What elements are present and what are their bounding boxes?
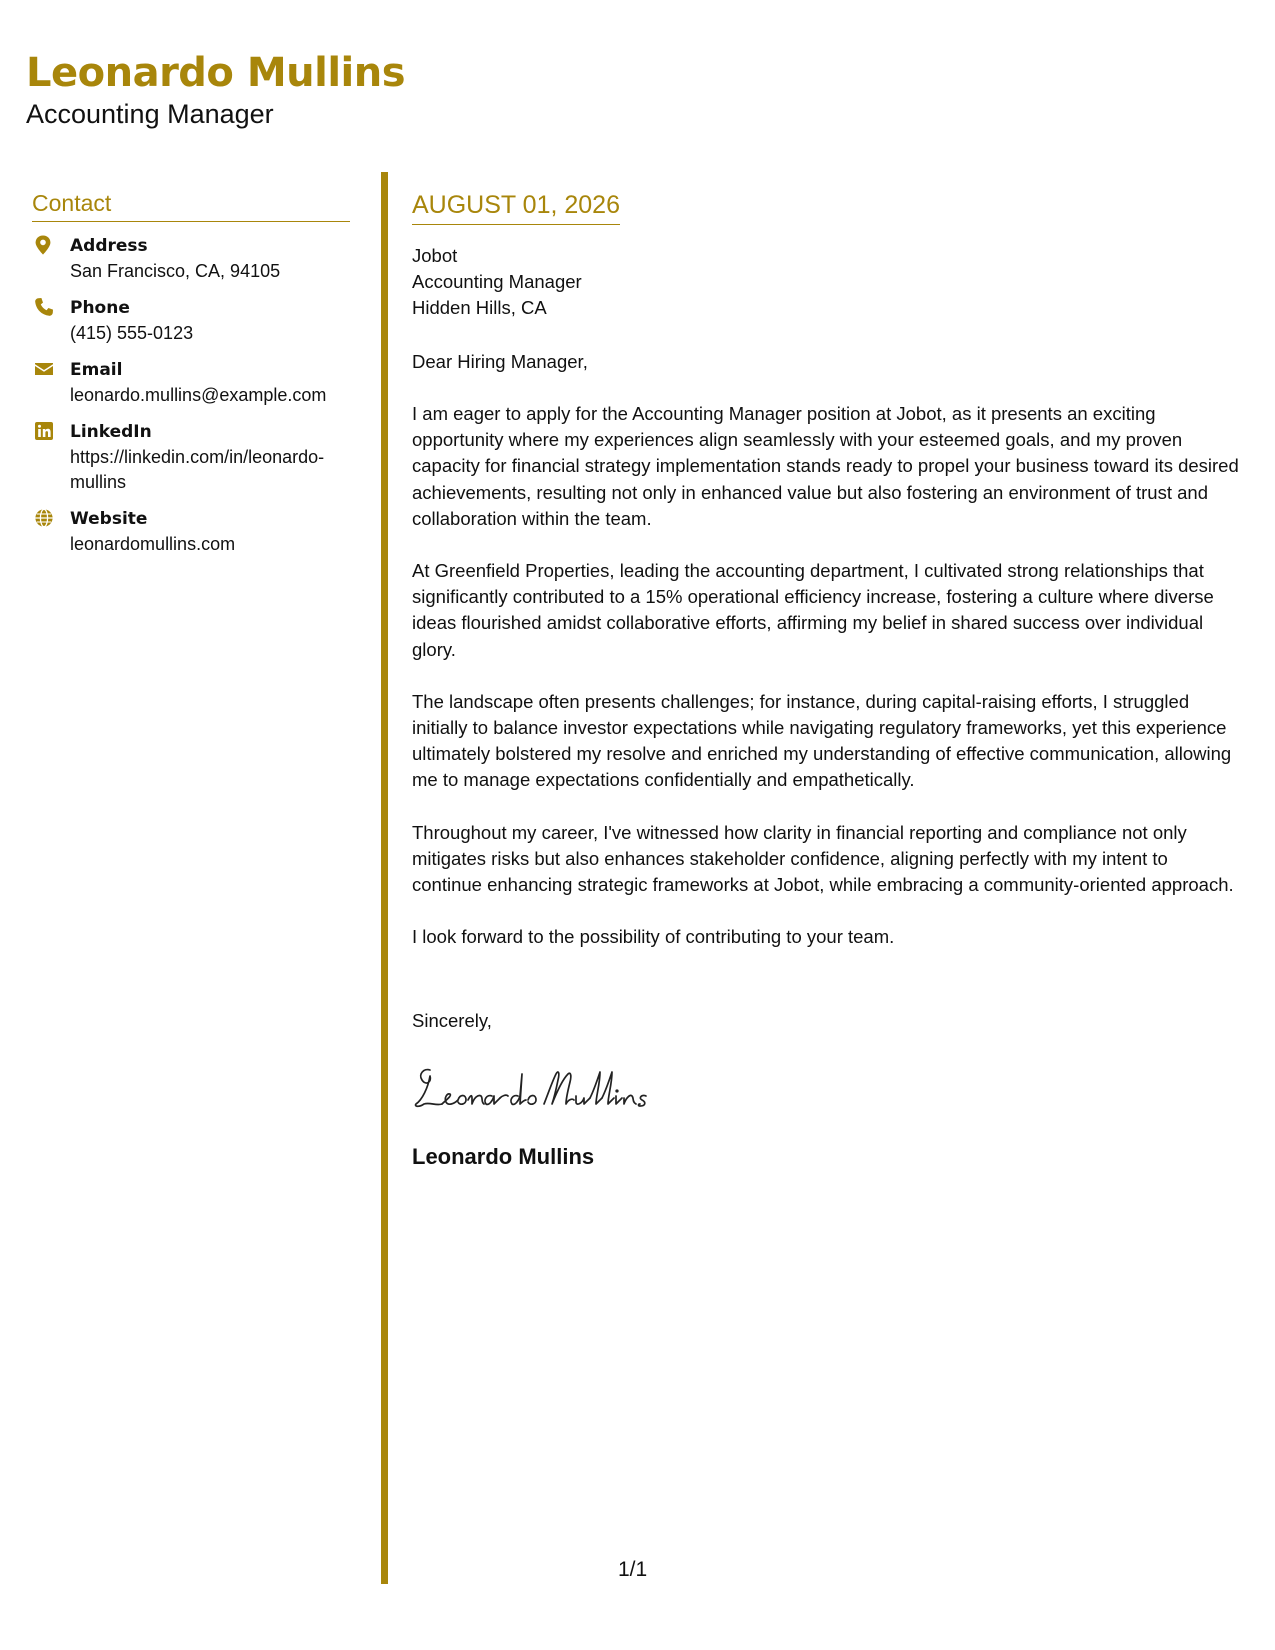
body-paragraph: Throughout my career, I've witnessed how clarity in financial reporting and compliance not only mitigates risks but also enhances stakeholder confidence, aligning perfectly with my intent to continue enhancing strategic frameworks at Jobot, while embracing a community-oriented approach. xyxy=(412,821,1234,896)
contact-label: Email xyxy=(70,360,123,380)
resume-header xyxy=(26,48,405,130)
contact-sidebar xyxy=(32,188,350,569)
contact-item-website xyxy=(32,507,350,557)
contact-label: Phone xyxy=(70,298,130,318)
linkedin-value: https://linkedin.com/in/leonardo-mullins xyxy=(70,447,325,492)
closing: Sincerely, xyxy=(412,1010,492,1032)
recipient-position: Accounting Manager xyxy=(412,271,582,292)
contact-item-email xyxy=(32,358,350,408)
globe-icon xyxy=(34,508,54,528)
page-number: 1/1 xyxy=(618,1558,648,1581)
recipient-block xyxy=(412,243,1242,321)
handwritten-signature xyxy=(410,1060,1242,1116)
linkedin-icon xyxy=(34,421,54,441)
applicant-name: Leonardo Mullins xyxy=(26,50,406,96)
website-value: leonardomullins.com xyxy=(70,534,236,554)
contact-label: Address xyxy=(70,236,148,256)
column-divider xyxy=(381,172,388,1584)
address-value: San Francisco, CA, 94105 xyxy=(70,261,281,281)
envelope-icon xyxy=(34,359,54,379)
contact-item-phone xyxy=(32,296,350,346)
applicant-title: Accounting Manager xyxy=(26,99,274,129)
phone-value: (415) 555-0123 xyxy=(70,323,194,343)
body-paragraph: I look forward to the possibility of contributing to your team. xyxy=(412,926,895,948)
contact-label: LinkedIn xyxy=(70,422,152,442)
contact-item-linkedin xyxy=(32,420,350,495)
contact-item-address xyxy=(32,234,350,284)
signed-name: Leonardo Mullins xyxy=(412,1144,595,1170)
email-value: leonardo.mullins@example.com xyxy=(70,385,327,405)
contact-label: Website xyxy=(70,509,148,529)
body-paragraph: At Greenfield Properties, leading the accounting department, I cultivated strong relationships that significantly contributed to a 15% operational efficiency increase, fostering a culture where diverse ideas flourished amidst collaborative efforts, affirming my belief in shared success over individual glory. xyxy=(412,560,1214,660)
contact-heading: Contact xyxy=(32,188,350,222)
recipient-company: Jobot xyxy=(412,245,458,266)
map-pin-icon xyxy=(34,235,54,255)
phone-icon xyxy=(34,297,54,317)
letter-body xyxy=(412,188,1242,1172)
body-paragraph: I am eager to apply for the Accounting Manager position at Jobot, as it presents an exciting opportunity where my experiences align seamlessly with your esteemed goals, and my proven capacity for financial strategy implementation stands ready to propel your business toward its desired achievements, resulting not only in enhanced value but also fostering an environment of trust and collaboration within the team. xyxy=(412,403,1239,529)
salutation: Dear Hiring Manager, xyxy=(412,351,588,372)
body-paragraph: The landscape often presents challenges; for instance, during capital-raising efforts, I struggled initially to balance investor expectations while navigating regulatory frameworks, yet this experience ultimately bolstered my resolve and enriched my understanding of effective communication, allowing me to manage expectations confidentially and empathetically. xyxy=(412,690,1232,791)
recipient-location: Hidden Hills, CA xyxy=(412,297,547,318)
letter-date: AUGUST 01, 2026 xyxy=(412,188,620,225)
